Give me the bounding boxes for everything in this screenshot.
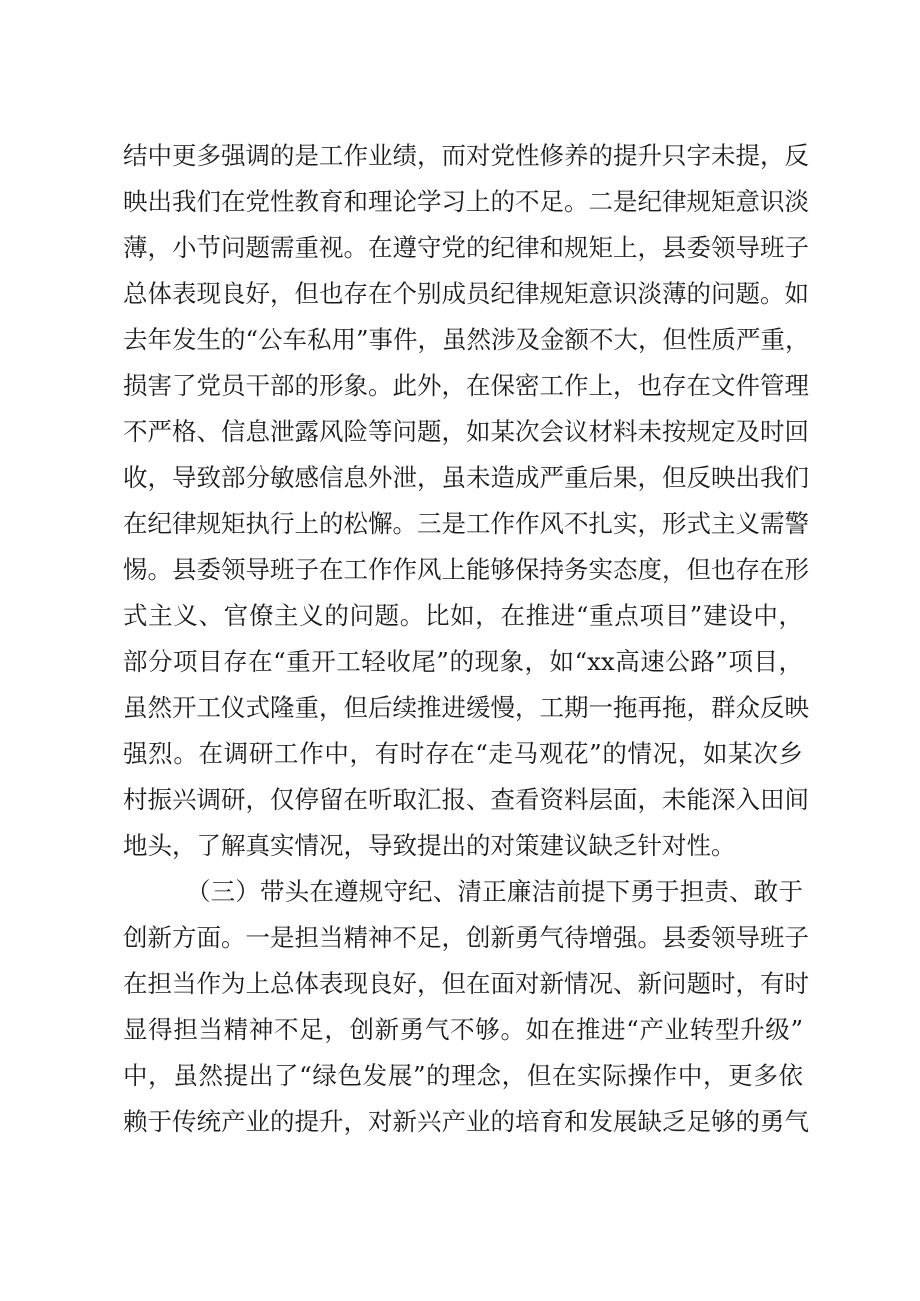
- paragraph-line: 中，虽然提出了“绿色发展”的理念，但在实际操作中，更多依: [123, 1061, 803, 1090]
- paragraph-line: 虽然开工仪式隆重，但后续推进缓慢，工期一拖再拖，群众反映: [123, 693, 809, 722]
- paragraph-line: 收，导致部分敏感信息外泄，虽未造成严重后果，但反映出我们: [123, 463, 809, 492]
- paragraph-line: 损害了党员干部的形象。此外，在保密工作上，也存在文件管理: [123, 371, 809, 400]
- paragraph-line: 式主义、官僚主义的问题。比如，在推进“重点项目”建设中，: [123, 601, 803, 630]
- paragraph-line: 强烈。在调研工作中，有时存在“走马观花”的情况，如某次乡: [123, 739, 803, 768]
- paragraph-line: 创新方面。一是担当精神不足，创新勇气待增强。县委领导班子: [123, 923, 809, 952]
- paragraph-line: 在纪律规矩执行上的松懈。三是工作作风不扎实，形式主义需警: [123, 509, 809, 538]
- paragraph-line: 赖于传统产业的提升，对新兴产业的培育和发展缺乏足够的勇气: [123, 1107, 809, 1136]
- paragraph-line: 结中更多强调的是工作业绩，而对党性修养的提升只字未提，反: [123, 141, 809, 170]
- paragraph-line: 在担当作为上总体表现良好，但在面对新情况、新问题时，有时: [123, 969, 809, 998]
- paragraph-line: 显得担当精神不足，创新勇气不够。如在推进“产业转型升级”: [123, 1015, 803, 1044]
- paragraph-line: 村振兴调研，仅停留在听取汇报、查看资料层面，未能深入田间: [123, 785, 809, 814]
- paragraph-line: 惕。县委领导班子在工作作风上能够保持务实态度，但也存在形: [123, 555, 809, 584]
- paragraph-line: 部分项目存在“重开工轻收尾”的现象，如“xx高速公路”项目，: [123, 647, 803, 676]
- paragraph-line: 去年发生的“公车私用”事件，虽然涉及金额不大，但性质严重，: [123, 325, 810, 354]
- paragraph-line: 总体表现良好，但也存在个别成员纪律规矩意识淡薄的问题。如: [123, 279, 809, 308]
- section-heading-line: （三）带头在遵规守纪、清正廉洁前提下勇于担责、敢于: [186, 877, 803, 906]
- paragraph-line: 薄，小节问题需重视。在遵守党的纪律和规矩上，县委领导班子: [123, 233, 809, 262]
- paragraph-line: 不严格、信息泄露风险等问题，如某次会议材料未按规定及时回: [123, 417, 809, 446]
- paragraph-line: 地头，了解真实情况，导致提出的对策建议缺乏针对性。: [123, 831, 736, 860]
- paragraph-line: 映出我们在党性教育和理论学习上的不足。二是纪律规矩意识淡: [123, 187, 809, 216]
